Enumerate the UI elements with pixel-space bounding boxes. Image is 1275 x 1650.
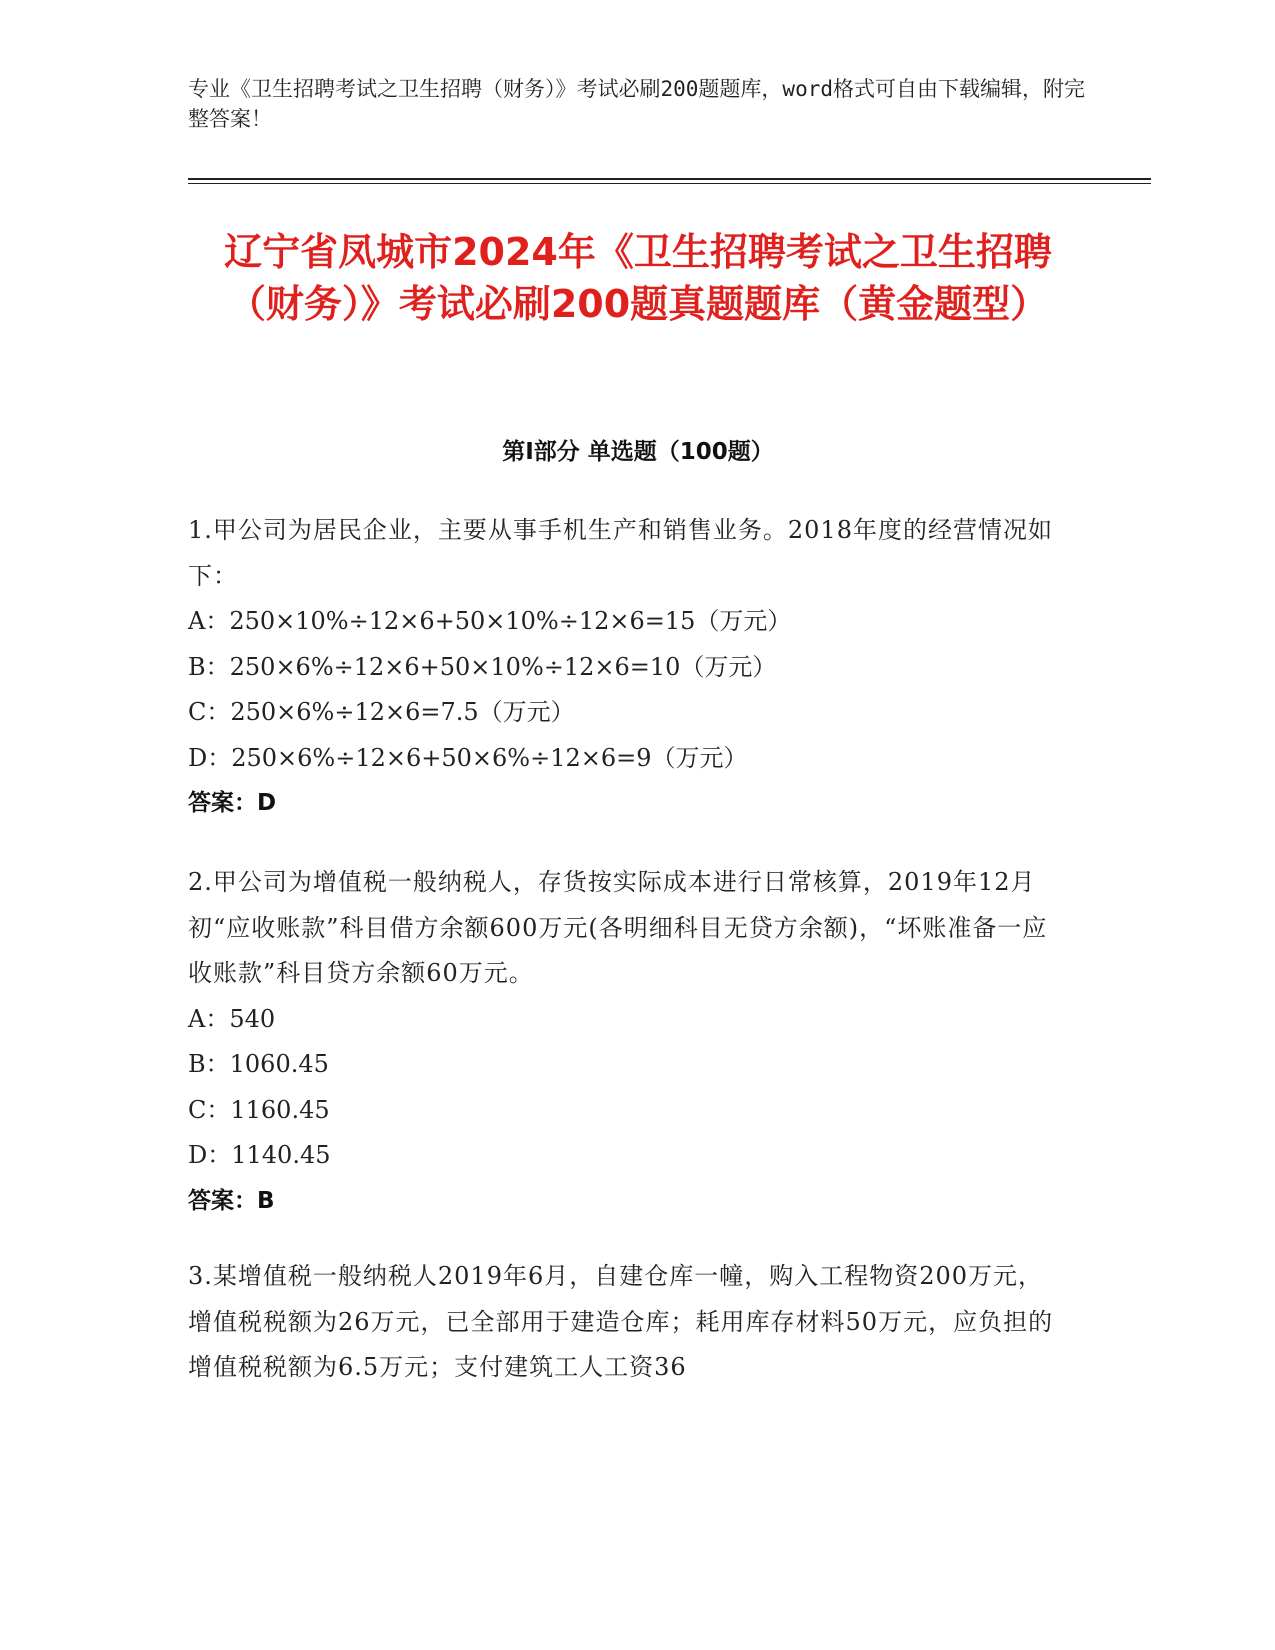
option-c: C：250×6%÷12×6=7.5（万元） — [188, 698, 575, 726]
header-divider-thick — [188, 178, 1151, 180]
option-d: D：1140.45 — [188, 1141, 331, 1169]
section-heading: 第Ⅰ部分 单选题（100题） — [502, 439, 774, 465]
question-1 — [188, 508, 1068, 827]
question-text: 3.某增值税一般纳税人2019年6月，自建仓库一幢，购入工程物资200万元，增值税税额为26万元，已全部用于建造仓库；耗用库存材料50万元，应负担的增值税税额为6.5万元；支付建筑工人工资36 — [188, 1262, 1054, 1381]
document-title: 辽宁省凤城市2024年《卫生招聘考试之卫生招聘（财务）》考试必刷200题真题题库（黄金题型） — [224, 230, 1052, 326]
answer-label: 答案：D — [188, 790, 277, 816]
option-b: B：250×6%÷12×6+50×10%÷12×6=10（万元） — [188, 652, 777, 681]
option-d: D：250×6%÷12×6+50×6%÷12×6=9（万元） — [188, 743, 748, 772]
question-3 — [188, 1254, 1068, 1391]
option-a: A：540 — [188, 1004, 276, 1033]
answer-label: 答案：B — [188, 1187, 275, 1214]
question-text: 1.甲公司为居民企业，主要从事手机生产和销售业务。2018年度的经营情况如下： — [188, 516, 1053, 590]
option-c: C：1160.45 — [188, 1095, 330, 1124]
option-a: A：250×10%÷12×6+50×10%÷12×6=15（万元） — [188, 607, 792, 635]
header-divider-thin — [188, 183, 1151, 184]
question-2 — [188, 860, 1068, 1224]
question-text: 2.甲公司为增值税一般纳税人，存货按实际成本进行日常核算，2019年12月初“应收账款”科目借方余额600万元(各明细科目无贷方余额)，“坏账准备一应收账款”科目贷方余额60万元。 — [188, 868, 1048, 987]
header-note: 专业《卫生招聘考试之卫生招聘（财务）》考试必刷200题题库，word格式可自由下载编辑，附完整答案！ — [188, 77, 1085, 131]
option-b: B：1060.45 — [188, 1050, 329, 1078]
